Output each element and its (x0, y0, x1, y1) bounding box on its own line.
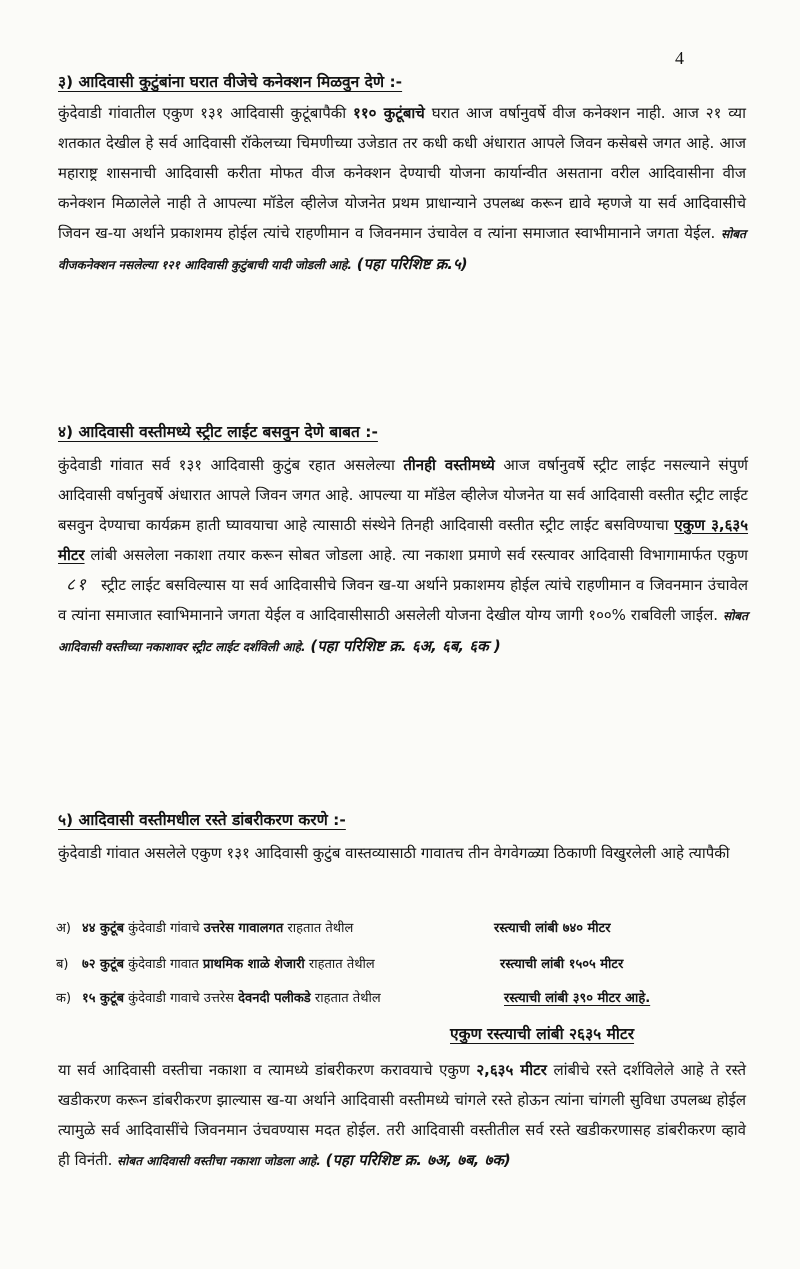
section-4-text-4: स्ट्रीट लाईट बसविल्यास या सर्व आदिवासीचे जिवन ख-या अर्थाने प्रकाशमय होईल त्यांचे राहणीमान व जिवनमान उंचावेल व त्यांना समाजात स्वाभिमानाने जगता येईल व आदिवासीसाठी असलेली योजना देखील योग्य जागी १००% राबविली जाईल. (58, 576, 748, 624)
total-road-length: एकुण रस्त्याची लांबी २६३५ मीटर (450, 1025, 635, 1043)
handwritten-light-count: ८१ (66, 575, 88, 595)
section-4-heading: ४) आदिवासी वस्तीमध्ये स्ट्रीट लाईट बसवुन देणे बाबत :- (58, 423, 378, 441)
section-5-bold-length: २,६३५ मीटर (476, 1061, 547, 1079)
section-5-paragraph (58, 1055, 746, 1176)
road-length: रस्त्याची लांबी ७४० मीटर (494, 921, 611, 936)
section-4-bold-settlements: तीनही वस्तीमध्ये (403, 456, 495, 474)
section-3-bold-families: ११० कुटूंबाचे (353, 104, 425, 122)
section-4-text-3: लांबी असलेला नकाशा तयार करून सोबत जोडला आहे. त्या नकाशा प्रमाणे सर्व रस्त्यावर आदिवासी विभागामार्फत एकुण (90, 546, 748, 564)
section-3-text-1: कुंदेवाडी गांवातील एकुण १३१ आदिवासी कुटूंबापैकी (58, 104, 347, 122)
section-4-note: सोबत आदिवासी वस्तीच्या नकाशावर स्ट्रीट लाईट दर्शविली आहे. (58, 609, 748, 654)
section-4-total-length: एकुण ३,६३५ मीटर (58, 516, 749, 564)
section-4-paragraph (58, 450, 748, 662)
section-3-text-2: घरात आज वर्षानुवर्षे वीज कनेक्शन नाही. आज २१ व्या शतकात देखील हे सर्व आदिवासी रॉकेलच्या चिमणीच्या उजेडात तर कधी कधी अंधारात आपले जिवन कसेबसे जगत आहे. आज महाराष्ट्र शासनाची आदिवासी करीता मोफत वीज कनेक्शन देण्याची योजना कार्यान्वीत असताना वरील आदिवासीना वीज कनेक्शन मिळालेले नाही ते आपल्या मॉडेल व्हीलेज योजनेत प्रथम प्राधान्याने उपलब्ध करून द्यावे म्हणजे या सर्व आदिवासीचे जिवन ख-या अर्थाने प्रकाशमय होईल त्यांचे राहणीमान व जिवनमान उंचावेल व त्यांना समाजात स्वाभीमानाने जगता येईल. (58, 104, 746, 242)
section-5-text-2: लांबीचे रस्ते दर्शविलेले आहे ते रस्ते खडीकरण करून डांबरीकरण झाल्यास ख-या अर्थाने आदिवासी वस्तीमध्ये चांगले रस्ते होऊन त्यांना चांगली सुविधा उपलब्ध होईल त्यामुळे सर्व आदिवासींचे जिवनमान उंचवण्यास मदत होईल. तरी आदिवासी वस्तीतील सर्व रस्ते खडीकरणासह डांबरीकरण व्हावे ही विनंती. (58, 1061, 746, 1169)
section-4-text-2: आज वर्षानुवर्षे स्ट्रीट लाईट नसल्याने संपुर्ण आदिवासी वर्षानुवर्षे अंधारात आपले जिवन जगत आहे. आपल्या या मॉडेल व्हीलेज योजनेत या सर्व आदिवासी वस्तीत स्ट्रीट लाईट बसवुन देण्याचा कार्यक्रम हाती घ्यावयाचा आहे त्यासाठी संस्थेने तिनही आदिवासी वस्तीत स्ट्रीट लाईट बसविण्याचा (58, 456, 748, 534)
section-5-heading: ५) आदिवासी वस्तीमधील रस्ते डांबरीकरण करणे :- (58, 811, 346, 829)
section-4-appendix-ref: (पहा परिशिष्ट क्र. ६अ, ६ब, ६क ) (310, 637, 501, 655)
page-number: 4 (675, 48, 684, 68)
section-4-text-1: कुंदेवाडी गांवात सर्व १३१ आदिवासी कुटुंब रहात असलेल्या (58, 456, 395, 474)
section-3-note: सोबत वीजकनेक्शन नसलेल्या १२१ आदिवासी कुटुंबाची यादी जोडली आहे. (58, 227, 746, 272)
road-length: रस्त्याची लांबी १५०५ मीटर (500, 957, 624, 972)
section-5-appendix-ref: (पहा परिशिष्ट क्र. ७अ, ७ब, ७क) (325, 1151, 511, 1169)
section-5-text-1: या सर्व आदिवासी वस्तीचा नकाशा व त्यामध्ये डांबरीकरण करावयाचे एकुण (58, 1061, 470, 1079)
list-item: क) १५ कुटूंब कुंदेवाडी गावाचे उत्तरेस देवनदी पलीकडे राहतात तेथील रस्त्याची लांबी ३९० मीटर आहे. (56, 984, 756, 1012)
section-3-heading: ३) आदिवासी कुटुंबांना घरात वीजेचे कनेक्शन मिळवुन देणे :- (58, 73, 403, 91)
list-item: ब) ७२ कुटूंब कुंदेवाडी गावात प्राथमिक शाळे शेजारी राहतात तेथील रस्त्याची लांबी १५०५ मीटर (56, 950, 756, 978)
road-length: रस्त्याची लांबी ३९० मीटर आहे. (504, 991, 651, 1006)
section-5-note: सोबत आदिवासी वस्तीचा नकाशा जोडला आहे. (117, 1154, 321, 1168)
list-item: अ) ४४ कुटूंब कुंदेवाडी गांवाचे उत्तरेस गावालगत राहतात तेथील रस्त्याची लांबी ७४० मीटर (56, 914, 756, 942)
section-3-appendix-ref: (पहा परिशिष्ट क्र.५) (356, 255, 468, 273)
section-5-intro: कुंदेवाडी गांवात असलेले एकुण १३१ आदिवासी कुटुंब वास्तव्यासाठी गावातच तीन वेगवेगळ्या ठिकाणी विखुरलेली आहे त्यापैकी (58, 844, 730, 862)
section-3-paragraph (58, 98, 746, 280)
